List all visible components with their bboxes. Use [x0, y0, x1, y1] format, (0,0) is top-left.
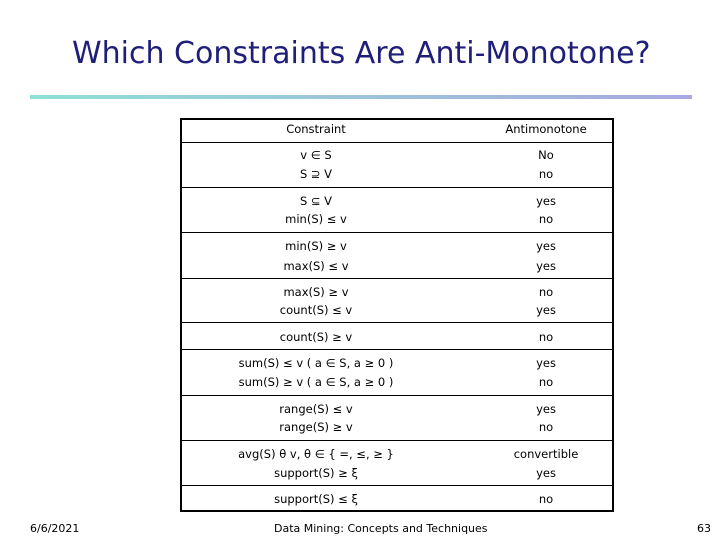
antimonotone-cell: yes	[536, 356, 556, 370]
slide-title: Which Constraints Are Anti-Monotone?	[72, 36, 651, 71]
antimonotone-cell: convertible	[513, 447, 579, 461]
antimonotone-cell: no	[538, 285, 554, 299]
antimonotone-cell: no	[538, 375, 554, 389]
constraint-cell: sum(S) ≤ v ( a ∈ S, a ≥ 0 )	[238, 356, 394, 370]
row-separator	[182, 349, 612, 350]
footer-course-title: Data Mining: Concepts and Techniques	[274, 522, 488, 535]
antimonotone-cell: yes	[536, 259, 556, 273]
row-separator	[182, 187, 612, 188]
antimonotone-cell: no	[538, 212, 554, 226]
constraint-cell: S ⊇ V	[299, 167, 333, 181]
antimonotone-cell: yes	[536, 466, 556, 480]
constraint-cell: sum(S) ≥ v ( a ∈ S, a ≥ 0 )	[238, 375, 394, 389]
constraint-cell: count(S) ≥ v	[279, 330, 353, 344]
footer-date: 6/6/2021	[30, 522, 80, 535]
antimonotone-cell: yes	[536, 303, 556, 317]
constraint-cell: range(S) ≥ v	[279, 420, 353, 434]
header-separator	[182, 142, 612, 143]
row-separator	[182, 485, 612, 486]
constraint-cell: max(S) ≤ v	[283, 259, 349, 273]
column-header-antimonotone: Antimonotone	[505, 122, 587, 136]
page-number: 63	[697, 522, 711, 535]
row-separator	[182, 278, 612, 279]
constraint-cell: min(S) ≤ v	[285, 212, 347, 226]
antimonotone-cell: no	[538, 167, 554, 181]
constraints-table	[180, 118, 614, 512]
constraint-cell: v ∈ S	[300, 148, 332, 162]
antimonotone-cell: No	[538, 148, 554, 162]
constraint-cell: count(S) ≤ v	[279, 303, 353, 317]
constraint-cell: support(S) ≥ ξ	[274, 466, 358, 480]
antimonotone-cell: no	[538, 330, 554, 344]
constraint-cell: range(S) ≤ v	[279, 402, 353, 416]
row-separator	[182, 322, 612, 323]
column-header-constraint: Constraint	[286, 122, 346, 136]
row-separator	[182, 440, 612, 441]
antimonotone-cell: yes	[536, 239, 556, 253]
constraint-cell: min(S) ≥ v	[285, 239, 347, 253]
antimonotone-cell: yes	[536, 402, 556, 416]
constraint-cell: avg(S) θ v, θ ∈ { =, ≤, ≥ }	[238, 447, 394, 461]
title-divider	[30, 95, 692, 99]
antimonotone-cell: no	[538, 492, 554, 506]
constraint-cell: S ⊆ V	[299, 194, 333, 208]
constraint-cell: support(S) ≤ ξ	[274, 492, 358, 506]
constraint-cell: max(S) ≥ v	[283, 285, 349, 299]
antimonotone-cell: no	[538, 420, 554, 434]
row-separator	[182, 395, 612, 396]
row-separator	[182, 232, 612, 233]
antimonotone-cell: yes	[536, 194, 556, 208]
